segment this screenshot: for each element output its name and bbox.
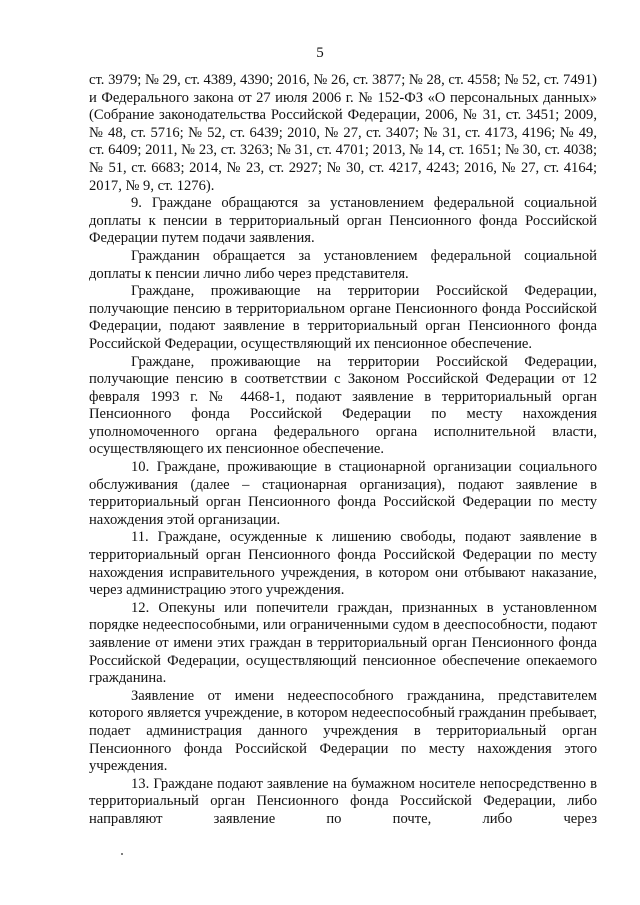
paragraph-clause-9: 9. Граждане обращаются за установлением федеральной социальной доплаты к пенсии в территориальный орган Пенсионного фонда Российской Федерации путем подачи заявления. [89,195,597,247]
paragraph-institution-representative: Заявление от имени недееспособного гражданина, представителем которого является учреждение, в котором недееспособный гражданин пребывает, подает администрация данного учреждения в территориальный орган Пенсионного фонда Российской Федерации по месту нахождения этого учреждения. [89,687,597,775]
paragraph-representative: Гражданин обращается за установлением федеральной социальной доплаты к пенсии лично либо через представителя. [89,247,597,282]
paragraph-continuation: ст. 3979; № 29, ст. 4389, 4390; 2016, № 26, ст. 3877; № 28, ст. 4558; № 52, ст. 7491) и Федерального закона от 27 июля 2006 г. № 152-ФЗ «О персональных данных» (Собрание законодательства Российской Федерации, 2006, № 31, ст. 3451; 2009, № 48, ст. 5716; № 52, ст. 6439; 2010, № 27, ст. 3407; № 31, ст. 4173, 4196; № 49, ст. 6409; 2011, № 23, ст. 3263; № 31, ст. 4701; 2013, № 14, ст. 1651; № 30, ст. 4038; № 51, ст. 6683; 2014, № 23, ст. 2927; № 30, ст. 4217, 4243; 2016, № 27, ст. 4164; 2017, № 9, ст. 1276). [89,72,597,194]
paragraph-clause-12: 12. Опекуны или попечители граждан, признанных в установленном порядке недееспособными, или ограниченными судом в дееспособности, подают заявление от имени этих граждан в территориальный орган Пенсионного фонда Российской Федерации, осуществляющий пенсионное обеспечение опекаемого гражданина. [89,599,597,687]
paragraph-clause-11: 11. Граждане, осужденные к лишению свободы, подают заявление в территориальный орган Пенсионного фонда Российской Федерации по месту нахождения исправительного учреждения, в котором они отбывают наказание, через администрацию этого учреждения. [89,529,597,599]
paragraph-clause-10: 10. Граждане, проживающие в стационарной организации социального обслуживания (далее – стационарная организация), подают заявление в территориальный орган Пенсионного фонда Российской Федерации по месту нахождения этой организации. [89,459,597,528]
page-number: 5 [316,45,324,61]
paragraph-residents-law-4468: Граждане, проживающие на территории Российской Федерации, получающие пенсию в соответствии с Законом Российской Федерации от 12 февраля 1993 г. № 4468-1, подают заявление в территориальный орган Пенсионного фонда Российской Федерации по месту нахождения уполномоченного органа федерального органа исполнительной власти, осуществляющего их пенсионное обеспечение. [89,353,597,458]
paragraph-residents-pension-fund: Граждане, проживающие на территории Российской Федерации, получающие пенсию в территориальном органе Пенсионного фонда Российской Федерации, подают заявление в территориальный орган Пенсионного фонда Российской Федерации, осуществляющий их пенсионное обеспечение. [89,283,597,352]
document-body [89,72,597,829]
paragraph-clause-13: 13. Граждане подают заявление на бумажном носителе непосредственно в территориальный орган Пенсионного фонда Российской Федерации, либо направляют заявление по почте, либо через [89,775,597,827]
scan-speck [121,853,123,855]
